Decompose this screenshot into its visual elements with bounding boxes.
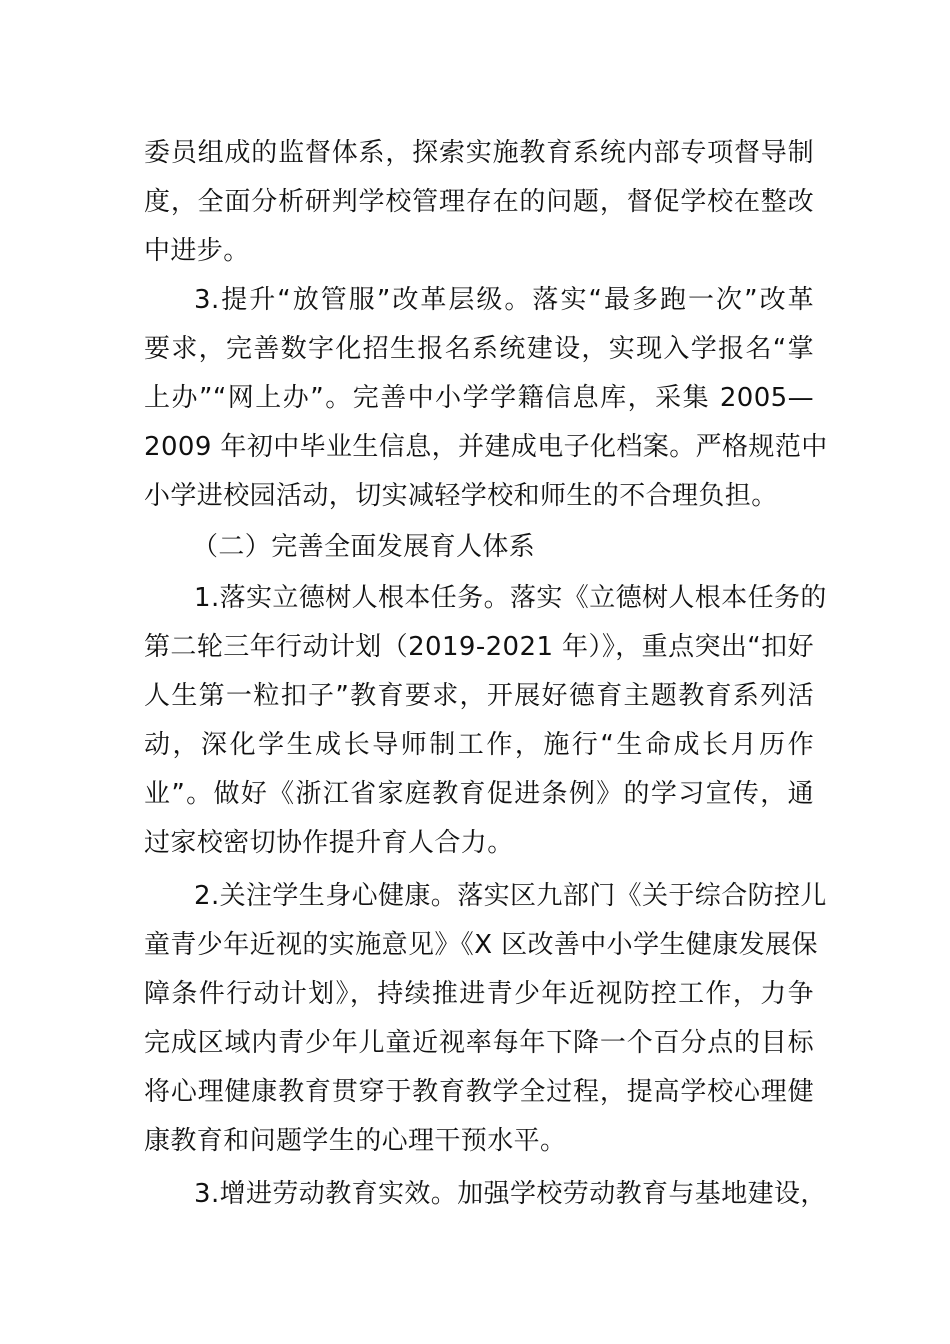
paragraph-line: 人生第一粒扣子”教育要求，开展好德育主题教育系列活 xyxy=(144,681,814,711)
paragraph-line: 将心理健康教育贯穿于教育教学全过程，提高学校心理健 xyxy=(144,1077,814,1107)
paragraph-line: 业”。做好《浙江省家庭教育促进条例》的学习宣传，通 xyxy=(144,779,814,809)
paragraph-line: 完成区域内青少年儿童近视率每年下降一个百分点的目标 xyxy=(144,1028,814,1058)
paragraph-line: 1.落实立德树人根本任务。落实《立德树人根本任务的 xyxy=(194,583,827,613)
paragraph-line: 2009 年初中毕业生信息，并建成电子化档案。严格规范中 xyxy=(144,432,828,462)
paragraph-line: 度，全面分析研判学校管理存在的问题，督促学校在整改 xyxy=(144,187,814,217)
paragraph-line: 3.提升“放管服”改革层级。落实“最多跑一次”改革 xyxy=(194,285,814,315)
paragraph-line: 童青少年近视的实施意见》《X 区改善中小学生健康发展保 xyxy=(144,930,818,960)
paragraph-line: 中进步。 xyxy=(144,236,250,266)
paragraph-line: 动，深化学生成长导师制工作，施行“生命成长月历作 xyxy=(144,730,814,760)
paragraph-line: 障条件行动计划》，持续推进青少年近视防控工作，力争 xyxy=(144,979,814,1009)
paragraph-line: 过家校密切协作提升育人合力。 xyxy=(144,828,514,858)
paragraph-line: 要求，完善数字化招生报名系统建设，实现入学报名“掌 xyxy=(144,334,814,364)
paragraph-line: 上办”“网上办”。完善中小学学籍信息库，采集 2005— xyxy=(144,383,814,413)
paragraph-line: 委员组成的监督体系，探索实施教育系统内部专项督导制 xyxy=(144,138,814,168)
section-heading: （二）完善全面发展育人体系 xyxy=(192,532,536,562)
paragraph-line: 第二轮三年行动计划（2019-2021 年）》，重点突出“扣好 xyxy=(144,632,814,662)
paragraph-line: 3.增进劳动教育实效。加强学校劳动教育与基地建设， xyxy=(194,1179,827,1209)
paragraph-line: 康教育和问题学生的心理干预水平。 xyxy=(144,1126,567,1156)
paragraph-line: 2.关注学生身心健康。落实区九部门《关于综合防控儿 xyxy=(194,881,827,911)
paragraph-line: 小学进校园活动，切实减轻学校和师生的不合理负担。 xyxy=(144,481,778,511)
